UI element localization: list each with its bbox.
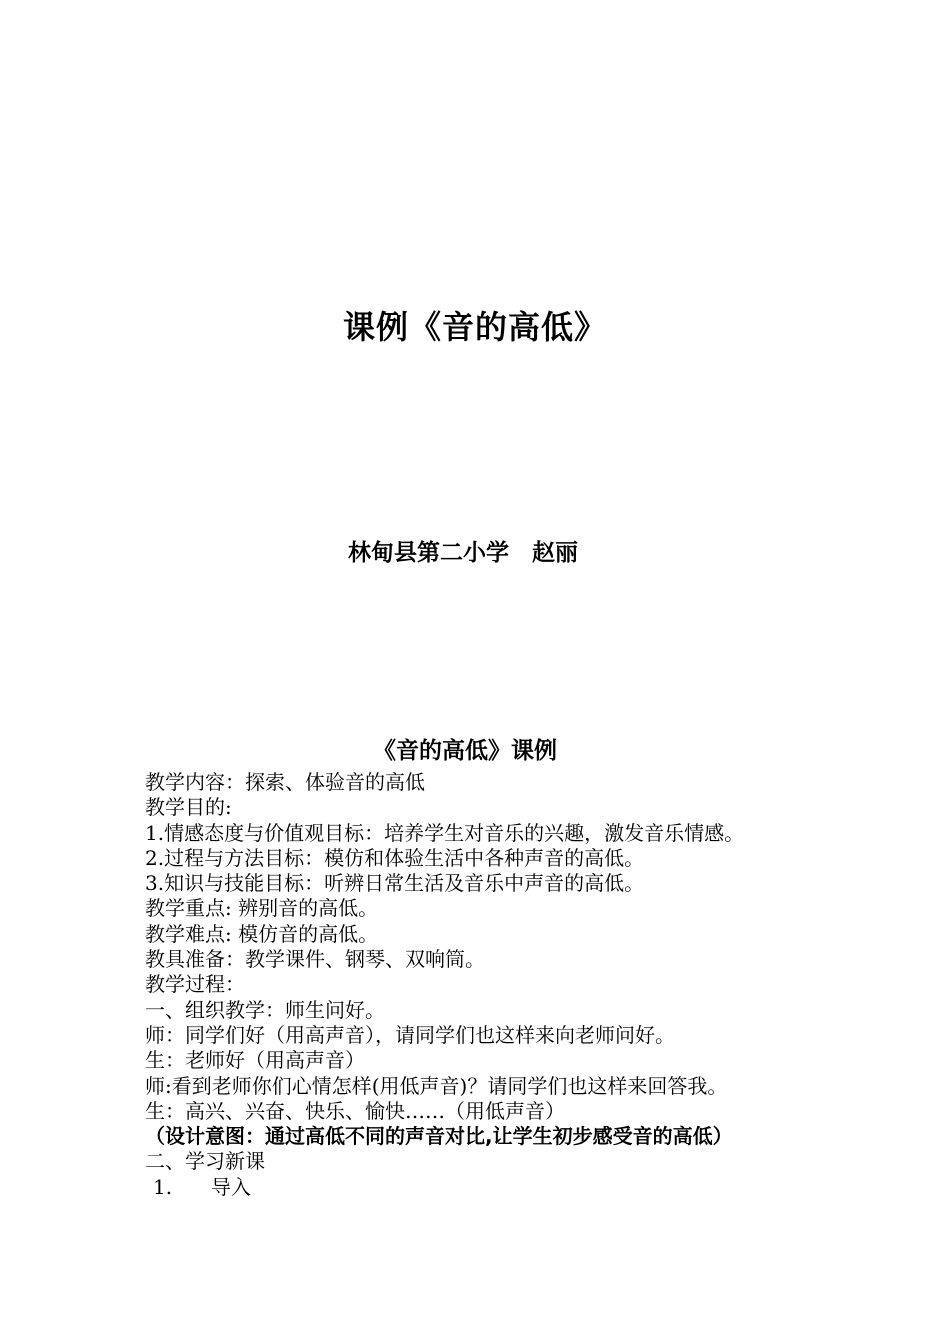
teaching-focus: 教学重点: 辨别音的高低。	[145, 896, 379, 921]
dialogue-line: 师:看到老师你们心情怎样(用低声音)？请同学们也这样来回答我。	[145, 1073, 728, 1098]
teaching-objectives-heading: 教学目的:	[145, 795, 232, 820]
section-two-heading: 二、学习新课	[145, 1149, 265, 1174]
cover-author: 林甸县第二小学 赵丽	[348, 540, 578, 566]
teaching-aids: 教具准备：教学课件、钢琴、双响筒。	[145, 947, 485, 972]
teaching-process-heading: 教学过程：	[145, 972, 245, 997]
teaching-content: 教学内容：探索、体验音的高低	[145, 770, 425, 794]
list-item-text: 导入	[211, 1174, 251, 1199]
design-intent: （设计意图：通过高低不同的声音对比,让学生初步感受音的高低）	[145, 1124, 733, 1149]
objective-knowledge: 3.知识与技能目标：听辨日常生活及音乐中声音的高低。	[145, 871, 645, 896]
dialogue-line: 师：同学们好（用高声音），请同学们也这样来向老师问好。	[145, 1022, 675, 1047]
objective-process: 2.过程与方法目标：模仿和体验生活中各种声音的高低。	[145, 845, 645, 870]
section-one-heading: 一、组织教学：师生问好。	[145, 997, 385, 1022]
objective-emotional: 1.情感态度与价值观目标：培养学生对音乐的兴趣，激发音乐情感。	[145, 820, 745, 845]
teaching-difficulty: 教学难点: 模仿音的高低。	[145, 921, 379, 946]
list-item-number: 1.	[153, 1174, 173, 1199]
lesson-body	[145, 770, 925, 1200]
dialogue-line: 生：高兴、兴奋、快乐、愉快……（用低声音）	[145, 1098, 565, 1123]
cover-title: 课例《音的高低》	[342, 308, 607, 346]
list-item	[145, 1175, 925, 1200]
dialogue-line: 生：老师好（用高声音）	[145, 1048, 365, 1073]
lesson-title: 《音的高低》课例	[373, 738, 557, 764]
